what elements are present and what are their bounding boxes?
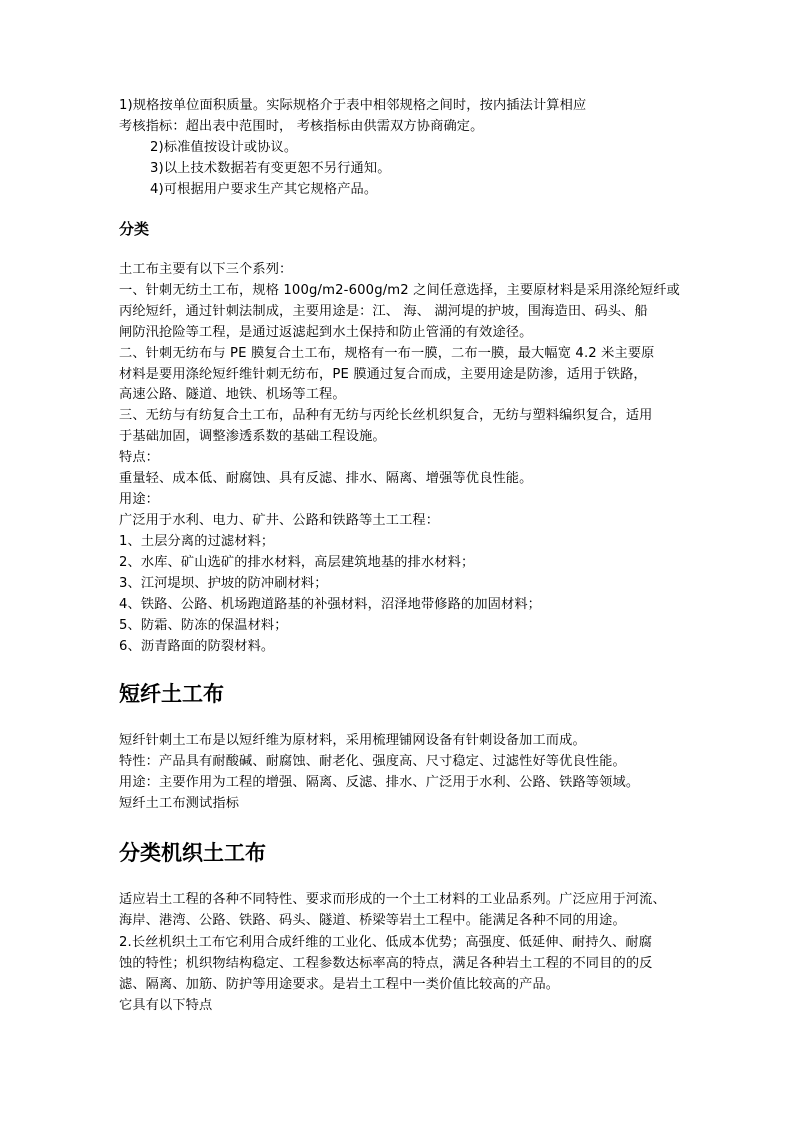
paragraph-line: 二、针刺无纺布与 PE 膜复合土工布，规格有一布一膜，二布一膜，最大幅宽 4.2 米主要原 (119, 346, 655, 361)
note-line: 1)规格按单位面积质量。实际规格介于表中相邻规格之间时，按内插法计算相应 (119, 98, 587, 113)
paragraph-line: 高速公路、隧道、地铁、机场等工程。 (119, 387, 346, 402)
list-item: 4、铁路、公路、机场跑道路基的补强材料，沼泽地带修路的加固材料； (119, 597, 541, 612)
list-item: 6、沥青路面的防裂材料。 (119, 639, 275, 654)
note-line: 3)以上技术数据若有变更恕不另行通知。 (150, 161, 391, 176)
list-item: 1、土层分离的过滤材料； (119, 534, 275, 549)
section-heading-classification: 分类 (119, 220, 150, 238)
paragraph-line: 特性：产品具有耐酸碱、耐腐蚀、耐老化、强度高、尺寸稳定、过滤性好等优良性能。 (119, 754, 626, 769)
paragraph-line: 一、针刺无纺土工布，规格 100g/m2-600g/m2 之间任意选择，主要原材料是采用涤纶短纤或 (119, 283, 680, 298)
paragraph-line: 用途：主要作用为工程的增强、隔离、反滤、排水、广泛用于水利、公路、铁路等领域。 (119, 775, 640, 790)
paragraph-line: 适应岩土工程的各种不同特性、要求而形成的一个土工材料的工业品系列。广泛应用于河流、 (119, 892, 666, 907)
paragraph-line: 短纤土工布测试指标 (119, 796, 240, 811)
paragraph-line: 2.长丝机织土工布它利用合成纤维的工业化、低成本优势；高强度、低延伸、耐持久、耐腐 (119, 935, 653, 950)
paragraph-line: 三、无纺与有纺复合土工布，品种有无纺与丙纶长丝机织复合，无纺与塑料编织复合，适用 (119, 408, 653, 423)
note-line: 考核指标：超出表中范围时， 考核指标由供需双方协商确定。 (119, 119, 484, 134)
section-heading-woven: 分类机织土工布 (119, 840, 266, 865)
paragraph-line: 滤、隔离、加筋、防护等用途要求。是岩土工程中一类价值比较高的产品。 (119, 977, 560, 992)
paragraph-line: 蚀的特性；机织物结构稳定、工程参数达标率高的特点，满足各种岩土工程的不同目的的反 (119, 956, 653, 971)
paragraph-line: 材料是要用涤纶短纤维针刺无纺布，PE 膜通过复合而成，主要用途是防渗，适用于铁路， (119, 367, 647, 382)
paragraph-line: 特点： (119, 450, 160, 465)
paragraph-line: 用途： (119, 492, 160, 507)
paragraph-line: 海岸、港湾、公路、铁路、码头、隧道、桥梁等岩土工程中。能满足各种不同的用途。 (119, 913, 626, 928)
list-item: 5、防霜、防冻的保温材料； (119, 618, 288, 633)
list-item: 3、江河堤坝、护坡的防冲刷材料； (119, 576, 328, 591)
note-line: 2)标准值按设计或协议。 (150, 140, 298, 155)
note-line: 4)可根据用户要求生产其它规格产品。 (150, 182, 378, 197)
paragraph-line: 丙纶短纤，通过针刺法制成，主要用途是：江、 海、 湖河堤的护坡，围海造田、码头、船 (119, 304, 648, 319)
paragraph-line: 土工布主要有以下三个系列： (119, 262, 293, 277)
paragraph-line: 它具有以下特点 (119, 998, 213, 1013)
section-heading-short-fiber: 短纤土工布 (119, 681, 224, 706)
paragraph-line: 广泛用于水利、电力、矿井、公路和铁路等土工工程： (119, 513, 440, 528)
paragraph-line: 短纤针刺土工布是以短纤维为原材料，采用梳理铺网设备有针刺设备加工而成。 (119, 733, 586, 748)
paragraph-line: 于基础加固，调整渗透系数的基础工程设施。 (119, 429, 386, 444)
paragraph-line: 闸防汛抢险等工程，是通过返滤起到水土保持和防止管涌的有效途径。 (119, 325, 533, 340)
list-item: 2、水库、矿山选矿的排水材料，高层建筑地基的排水材料； (119, 555, 475, 570)
paragraph-line: 重量轻、成本低、耐腐蚀、具有反滤、排水、隔离、增强等优良性能。 (119, 471, 533, 486)
